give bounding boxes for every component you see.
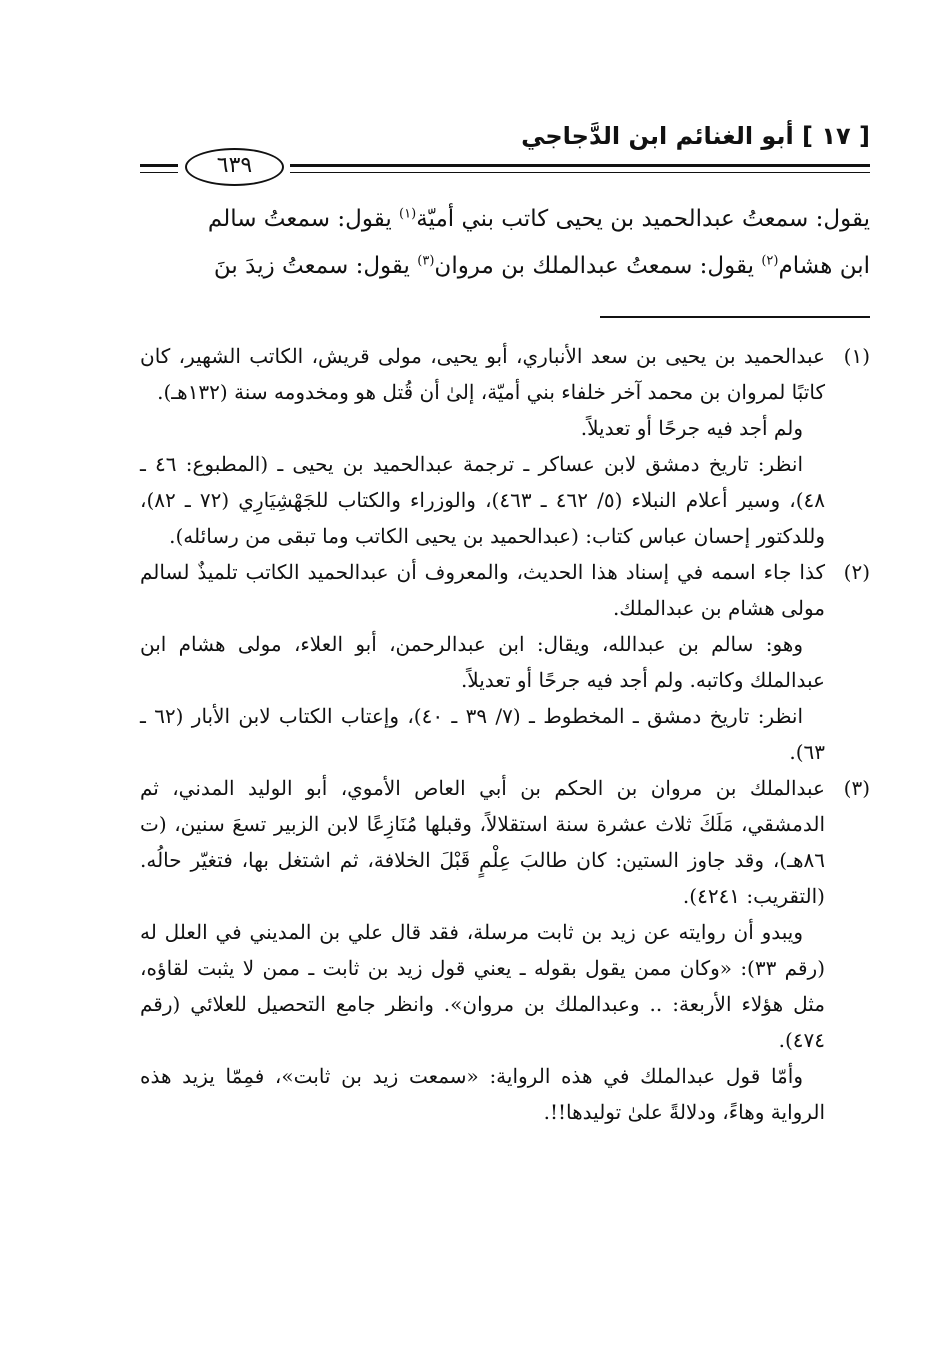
footnote-ref: (١) xyxy=(399,206,417,222)
main-text-segment: يقول: سمعتُ عبدالملك بن مروان xyxy=(434,253,762,279)
header-title: [ ١٧ ] أبو الغنائم ابن الدَّجاجي xyxy=(521,122,870,150)
footnote-2 xyxy=(140,554,870,770)
footnote-marker: (٣) xyxy=(843,776,870,800)
main-text-segment: يقول: سمعتُ زيدَ بنَ xyxy=(213,253,418,279)
footnote-paragraph: عبدالملك بن مروان بن الحكم بن أبي العاص الأموي، أبو الوليد المدني، ثم الدمشقي، مَلَكَ ثلاث عشرة سنة استقلالاً، وقبلها مُنَازِعًا لابن الزبير تسعَ سنين، (ت ٨٦هـ)، وقد جاوز الستين: كان طالبَ عِلْمٍ قَبْلَ الخلافة، ثم اشتغل بها، فتغيّر حالُه. (التقريب: ٤٢٤١). xyxy=(140,776,825,908)
footnote-paragraph: ولم أجد فيه جرحًا أو تعديلاً. xyxy=(580,416,803,440)
main-text xyxy=(140,196,870,290)
header-rule xyxy=(290,164,870,173)
header-rule-left xyxy=(140,164,178,173)
footnote-ref: (٣) xyxy=(417,253,435,269)
footnote-divider xyxy=(600,316,870,318)
footnote-paragraph: وهو: سالم بن عبدالله، ويقال: ابن عبدالرحمن، أبو العلاء، مولى هشام ابن عبدالملك وكاتبه. ولم أجد فيه جرحًا أو تعديلاً. xyxy=(140,632,825,692)
main-text-segment: ابن هشام xyxy=(778,253,870,279)
footnote-paragraph: عبدالحميد بن يحيى بن سعد الأنباري، أبو يحيى، مولى قريش، الكاتب الشهير، كان كاتبًا لمروان بن محمد آخر خلفاء بني أميّة، إلىٰ أن قُتل هو ومخدومه سنة (١٣٢هـ). xyxy=(140,344,825,404)
page-number: ٦٣٩ xyxy=(185,148,284,186)
footnote-ref: (٢) xyxy=(761,253,779,269)
main-text-segment: يقول: سمعتُ عبدالحميد بن يحيى كاتب بني أميّة xyxy=(416,206,870,232)
main-text-segment: يقول: سمعتُ سالم xyxy=(207,206,400,232)
main-line-2 xyxy=(140,243,870,290)
footnote-paragraph: كذا جاء اسمه في إسناد هذا الحديث، والمعروف أن عبدالحميد الكاتب تلميذٌ لسالم مولى هشام بن عبدالملك. xyxy=(140,560,825,620)
footnote-paragraph: انظر: تاريخ دمشق ـ المخطوط ـ (٧/ ٣٩ ـ ٤٠)، وإعتاب الكتاب لابن الأبار (٦٢ ـ ٦٣). xyxy=(140,704,825,764)
main-line-1 xyxy=(140,196,870,243)
footnotes xyxy=(140,338,870,1130)
footnote-paragraph: انظر: تاريخ دمشق لابن عساكر ـ ترجمة عبدالحميد بن يحيى ـ (المطبوع: ٤٦ ـ ٤٨)، وسير أعلام النبلاء (٥/ ٤٦٢ ـ ٤٦٣)، والوزراء والكتاب للجَهْشِيَارِي (٧٢ ـ ٨٢)، وللدكتور إحسان عباس كتاب: (عبدالحميد بن يحيى الكاتب وما تبقى من رسائله). xyxy=(140,452,825,548)
footnote-marker: (١) xyxy=(843,344,870,368)
footnote-paragraph: وأمّا قول عبدالملك في هذه الرواية: «سمعت زيد بن ثابت»، فمِمّا يزيد هذه الرواية وهاءً، ودلالةً علىٰ توليدها!!. xyxy=(140,1064,825,1124)
running-header xyxy=(140,120,870,200)
footnote-1 xyxy=(140,338,870,554)
footnote-3 xyxy=(140,770,870,1130)
footnote-marker: (٢) xyxy=(843,560,870,584)
footnote-paragraph: ويبدو أن روايته عن زيد بن ثابت مرسلة، فقد قال علي بن المديني في العلل له (رقم ٣٣): «وكان ممن يقول بقوله ـ يعني قول زيد بن ثابت ـ ممن لا يثبت لقاؤه، مثل هؤلاء الأربعة: .. وعبدالملك بن مروان». وانظر جامع التحصيل للعلائي (رقم ٤٧٤). xyxy=(140,920,825,1052)
